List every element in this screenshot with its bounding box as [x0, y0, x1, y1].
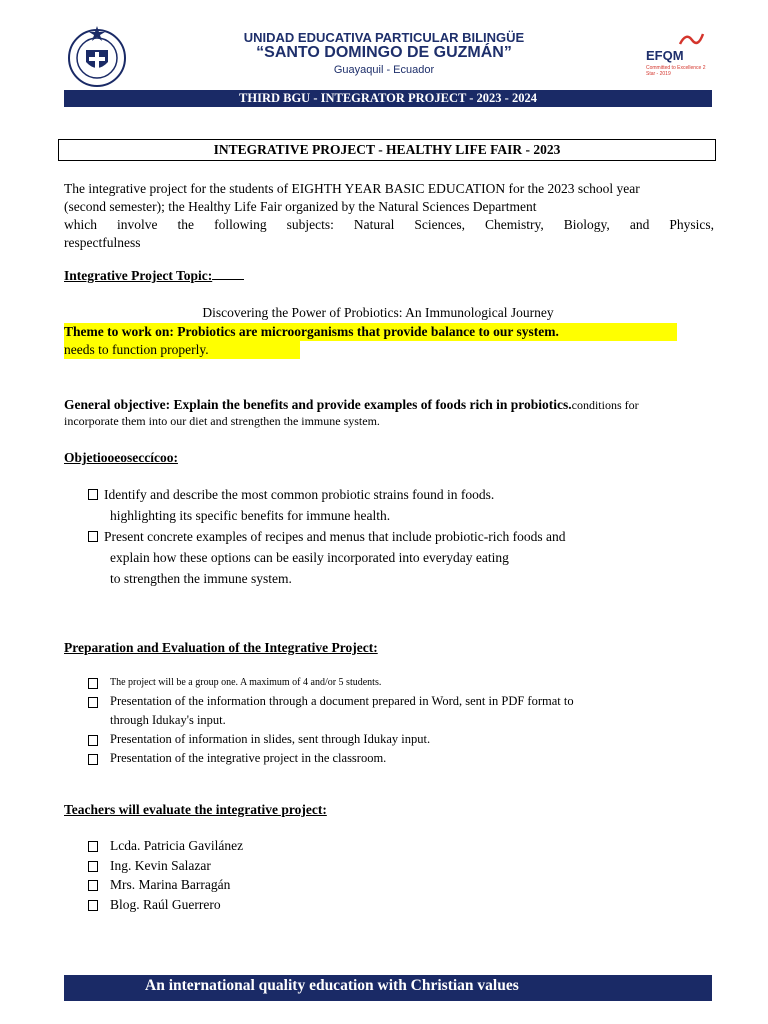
footer-bar — [64, 975, 712, 1001]
checkbox-icon — [88, 861, 98, 872]
list-item-continuation: explain how these options can be easily incorporated into everyday eating — [110, 550, 509, 565]
footer-text: An international quality education with Christian values — [145, 977, 519, 994]
list-item-continuation: through Idukay's input. — [110, 713, 226, 727]
intro-line: respectfulness — [64, 235, 141, 250]
efqm-subtitle: Committed to Excellence 2 Star - 2019 — [646, 65, 706, 77]
intro-line: which involve the following subjects: Natural Sciences, Chemistry, Biology, and Physics, — [64, 217, 714, 232]
list-item: Presentation of the information through a document prepared in Word, sent in PDF format to — [88, 692, 574, 711]
teachers-heading — [64, 802, 333, 818]
checkbox-icon — [88, 697, 98, 708]
teacher-item: Mrs. Marina Barragán — [88, 875, 243, 895]
title-bar: THIRD BGU - INTEGRATOR PROJECT - 2023 - 2024 — [64, 90, 712, 107]
school-name-line1: UNIDAD EDUCATIVA PARTICULAR BILINGÜE — [243, 30, 525, 45]
checkbox-icon — [88, 900, 98, 911]
efqm-word: EFQM — [646, 48, 684, 63]
intro-paragraph — [64, 180, 714, 252]
checkbox-icon — [88, 531, 98, 542]
teacher-item: Ing. Kevin Salazar — [88, 856, 243, 876]
intro-line: The integrative project for the students of EIGHTH YEAR BASIC EDUCATION for the 2023 school year — [64, 181, 640, 196]
topic-heading-text: Integrative Project Topic: — [64, 268, 213, 283]
list-item: Presentation of the integrative project in the classroom. — [88, 749, 574, 768]
theme-line: Theme to work on: Probiotics are microorganisms that provide balance to our system. — [64, 324, 559, 339]
list-item: Identify and describe the most common probiotic strains found in foods. — [88, 484, 565, 505]
list-item: Present concrete examples of recipes and menus that include probiotic-rich foods and — [88, 526, 565, 547]
list-item: The project will be a group one. A maximum of 4 and/or 5 students. — [88, 673, 574, 692]
school-city: Guayaquil - Ecuador — [333, 64, 435, 76]
theme-line: needs to function properly. — [64, 342, 209, 357]
checkbox-icon — [88, 841, 98, 852]
teacher-item: Blog. Raúl Guerrero — [88, 895, 243, 915]
checkbox-icon — [88, 735, 98, 746]
intro-line: (second semester); the Healthy Life Fair organized by the Natural Sciences Department — [64, 199, 537, 214]
checkbox-icon — [88, 754, 98, 765]
general-objective — [64, 396, 716, 429]
general-objective-line2: incorporate them into our diet and strengthen the immune system. — [64, 414, 380, 428]
list-item-continuation: to strengthen the immune system. — [110, 571, 292, 586]
document-title: INTEGRATIVE PROJECT - HEALTHY LIFE FAIR - 2023 — [58, 139, 716, 161]
preparation-list — [88, 673, 574, 768]
checkbox-icon — [88, 678, 98, 689]
general-objective-tail: conditions for — [571, 398, 639, 412]
checkbox-icon — [88, 489, 98, 500]
specific-objectives-heading: Objetiooeoseccícoo: — [64, 450, 178, 465]
general-objective-bold: General objective: Explain the benefits and provide examples of foods rich in probiotics. — [64, 397, 572, 412]
teachers-list — [88, 836, 243, 914]
checkbox-icon — [88, 880, 98, 891]
teacher-item: Lcda. Patricia Gavilánez — [88, 836, 243, 856]
preparation-heading: Preparation and Evaluation of the Integrative Project: — [64, 640, 378, 655]
school-name-line2: “SANTO DOMINGO DE GUZMÁN” — [256, 44, 512, 61]
efqm-mark-icon — [676, 30, 706, 48]
list-item-continuation: highlighting its specific benefits for immune health. — [110, 508, 391, 523]
efqm-logo — [646, 30, 716, 80]
teachers-heading-text: Teachers will evaluate the integrative project: — [64, 802, 327, 817]
topic-heading — [64, 268, 244, 284]
list-item: Presentation of information in slides, sent through Idukay input. — [88, 730, 574, 749]
topic-title: Discovering the Power of Probiotics: An Immunological Journey — [202, 305, 554, 320]
specific-objectives-list — [88, 484, 565, 589]
